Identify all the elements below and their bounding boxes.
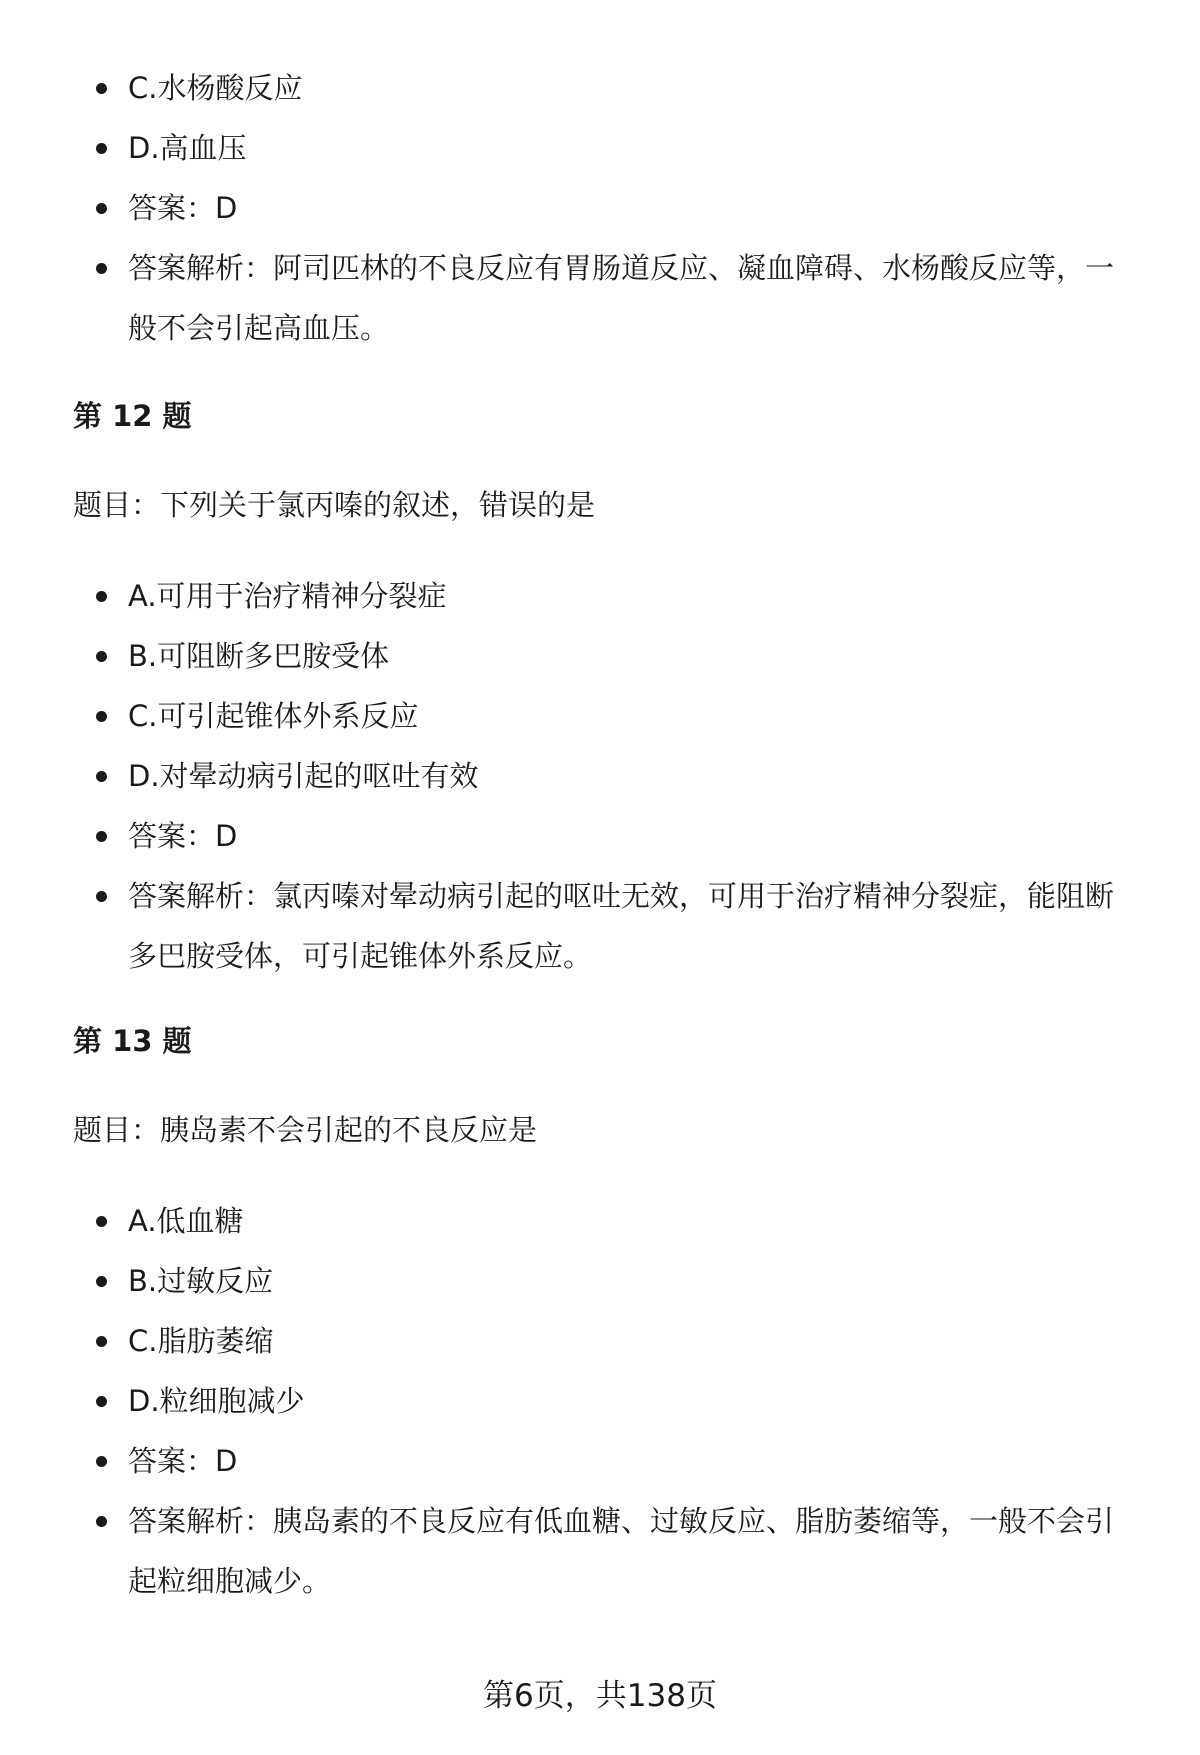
- option-text: A.低血糖: [128, 1204, 244, 1238]
- question-13-stem: 题目：胰岛素不会引起的不良反应是: [73, 1113, 538, 1147]
- option-text: D.对晕动病引起的呕吐有效: [128, 759, 479, 793]
- bullet-icon: [96, 1396, 107, 1407]
- option-item: [0, 1251, 1200, 1311]
- previous-question-options: [0, 58, 1200, 358]
- option-item: [0, 118, 1200, 178]
- bullet-icon: [96, 263, 107, 274]
- option-item: [0, 746, 1200, 806]
- option-item: [0, 566, 1200, 626]
- option-text: B.可阻断多巴胺受体: [128, 639, 390, 673]
- bullet-icon: [96, 891, 107, 902]
- option-text: D.高血压: [128, 131, 247, 165]
- explanation-text: 答案解析：阿司匹林的不良反应有胃肠道反应、凝血障碍、水杨酸反应等，一般不会引起高血压。: [128, 251, 1115, 345]
- answer-text: 答案：D: [128, 1444, 238, 1478]
- option-item: [0, 58, 1200, 118]
- answer-item: [0, 178, 1200, 238]
- question-13-title: 第 13 题: [73, 1024, 192, 1058]
- bullet-icon: [96, 831, 107, 842]
- bullet-icon: [96, 203, 107, 214]
- option-item: [0, 1191, 1200, 1251]
- explanation-item: [0, 866, 1200, 986]
- question-12-title: 第 12 题: [73, 399, 192, 433]
- bullet-icon: [96, 651, 107, 662]
- option-text: A.可用于治疗精神分裂症: [128, 579, 447, 613]
- option-item: [0, 626, 1200, 686]
- bullet-icon: [96, 591, 107, 602]
- option-text: C.水杨酸反应: [128, 71, 303, 105]
- bullet-icon: [96, 1276, 107, 1287]
- bullet-icon: [96, 771, 107, 782]
- option-item: [0, 686, 1200, 746]
- bullet-icon: [96, 1456, 107, 1467]
- explanation-text: 答案解析：氯丙嗪对晕动病引起的呕吐无效，可用于治疗精神分裂症，能阻断多巴胺受体，可引起锥体外系反应。: [128, 879, 1115, 973]
- bullet-icon: [96, 1516, 107, 1527]
- question-12-options: [0, 566, 1200, 986]
- bullet-icon: [96, 1216, 107, 1227]
- question-13-options: [0, 1191, 1200, 1611]
- page-number-footer: 第6页，共138页: [483, 1678, 717, 1714]
- explanation-item: [0, 1491, 1200, 1611]
- bullet-icon: [96, 83, 107, 94]
- bullet-icon: [96, 1336, 107, 1347]
- option-text: B.过敏反应: [128, 1264, 274, 1298]
- option-text: C.脂肪萎缩: [128, 1324, 274, 1358]
- bullet-icon: [96, 143, 107, 154]
- question-12-stem: 题目：下列关于氯丙嗪的叙述，错误的是: [73, 488, 596, 522]
- answer-item: [0, 1431, 1200, 1491]
- explanation-item: [0, 238, 1200, 358]
- option-item: [0, 1311, 1200, 1371]
- explanation-text: 答案解析：胰岛素的不良反应有低血糖、过敏反应、脂肪萎缩等，一般不会引起粒细胞减少。: [128, 1504, 1115, 1598]
- option-item: [0, 1371, 1200, 1431]
- answer-text: 答案：D: [128, 191, 238, 225]
- answer-text: 答案：D: [128, 819, 238, 853]
- option-text: C.可引起锥体外系反应: [128, 699, 419, 733]
- bullet-icon: [96, 711, 107, 722]
- answer-item: [0, 806, 1200, 866]
- option-text: D.粒细胞减少: [128, 1384, 305, 1418]
